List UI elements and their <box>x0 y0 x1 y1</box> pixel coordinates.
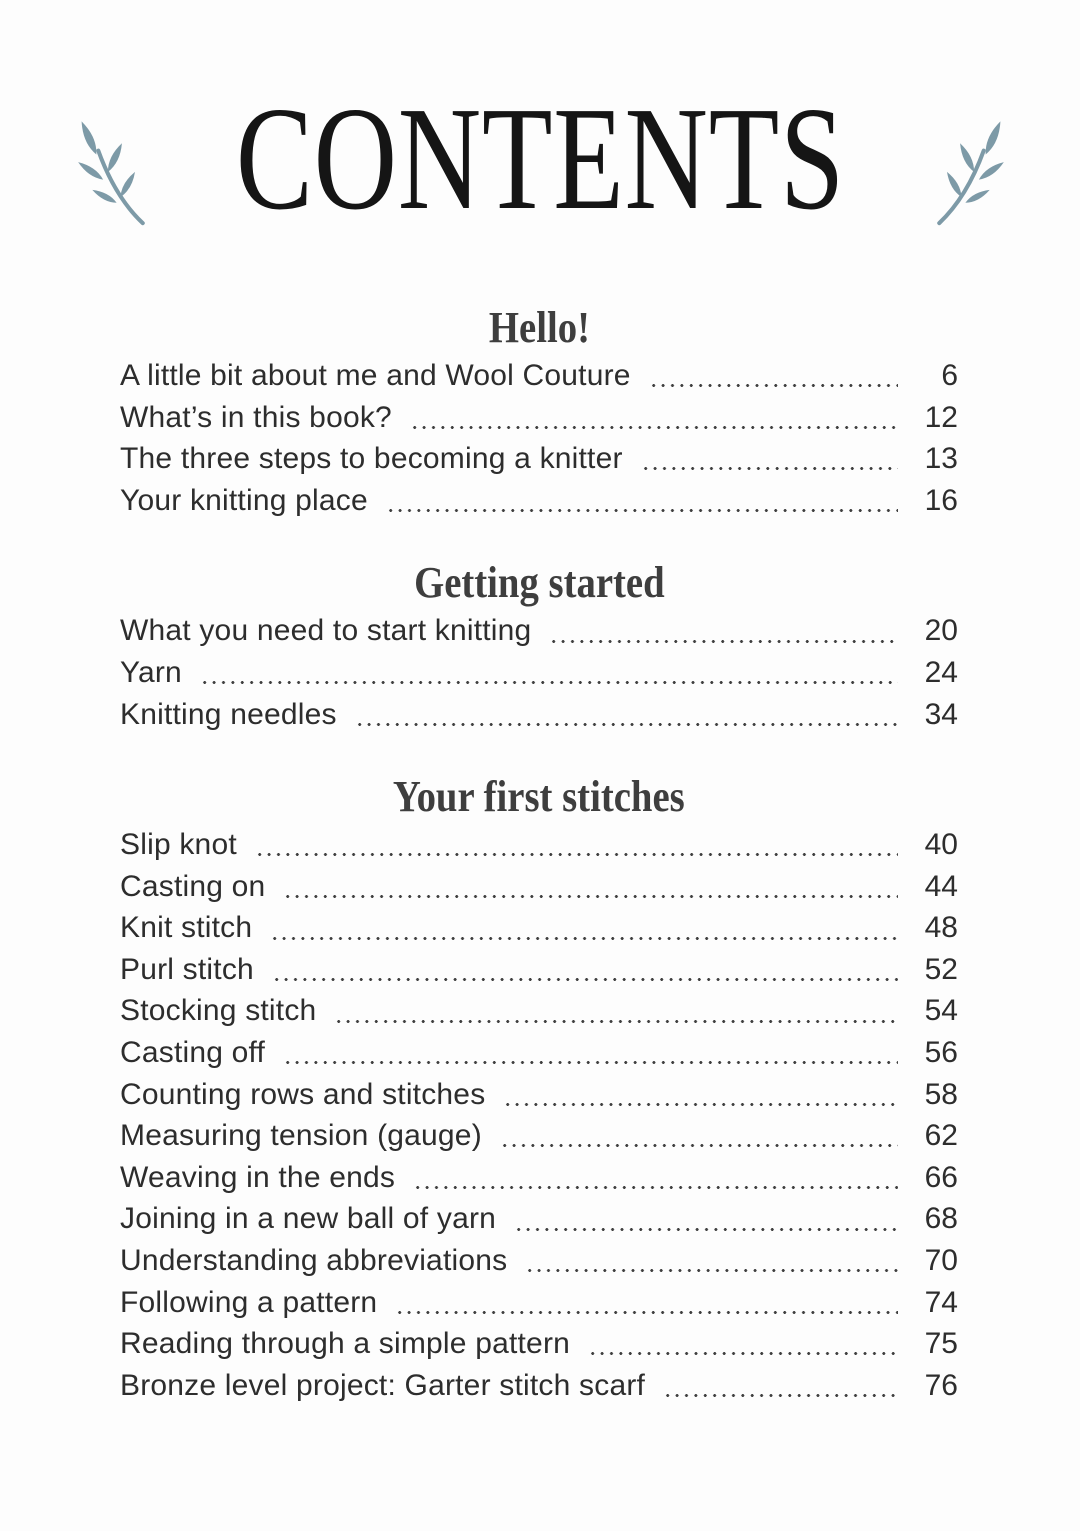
leaf-branch-icon <box>932 110 1020 226</box>
header <box>0 0 1080 241</box>
entry-label: What’s in this book? <box>120 400 392 434</box>
dotted-leader <box>503 1074 898 1116</box>
section-heading: Hello! <box>488 302 590 352</box>
entry-page-number: 56 <box>924 1036 958 1070</box>
entry-page-number: 13 <box>924 442 958 476</box>
toc-entry <box>120 694 958 736</box>
entry-page-number: 70 <box>924 1244 958 1278</box>
entry-page-number: 24 <box>924 655 958 689</box>
entry-page-number: 66 <box>924 1160 958 1194</box>
entry-page-number: 62 <box>924 1119 958 1153</box>
dotted-leader <box>413 1157 898 1199</box>
entry-label: Measuring tension (gauge) <box>120 1119 482 1153</box>
toc-entry <box>120 1365 958 1407</box>
entry-page-number: 76 <box>924 1368 958 1402</box>
dotted-leader <box>200 652 898 694</box>
toc-section <box>120 558 958 735</box>
toc-entry <box>120 1157 958 1199</box>
dotted-leader <box>395 1282 898 1324</box>
entry-label: Bronze level project: Garter stitch scarf <box>120 1368 646 1402</box>
entry-page-number: 75 <box>924 1327 958 1361</box>
entry-label: Following a pattern <box>120 1285 378 1319</box>
toc-entry <box>120 990 958 1032</box>
toc-entry <box>120 1323 958 1365</box>
toc-entry <box>120 652 958 694</box>
dotted-leader <box>334 990 898 1032</box>
dotted-leader <box>500 1115 898 1157</box>
entry-page-number: 34 <box>924 697 958 731</box>
entry-page-number: 20 <box>924 614 958 648</box>
dotted-leader <box>255 824 898 866</box>
dotted-leader <box>525 1240 898 1282</box>
dotted-leader <box>649 355 898 397</box>
toc-entry <box>120 480 958 522</box>
toc-entry <box>120 610 958 652</box>
leaf-branch-icon <box>62 110 150 226</box>
dotted-leader <box>386 480 898 522</box>
entry-page-number: 12 <box>924 400 958 434</box>
toc-entry <box>120 949 958 991</box>
dotted-leader <box>514 1198 898 1240</box>
dotted-leader <box>410 397 898 439</box>
entry-page-number: 54 <box>924 994 958 1028</box>
toc-section <box>120 772 958 1406</box>
toc-entry <box>120 866 958 908</box>
entry-label: Casting on <box>120 869 266 903</box>
entry-label: Casting off <box>120 1036 266 1070</box>
entry-label: Counting rows and stitches <box>120 1077 486 1111</box>
entry-label: Knit stitch <box>120 911 253 945</box>
section-heading-row <box>120 558 958 608</box>
dotted-leader <box>588 1323 898 1365</box>
entry-page-number: 52 <box>924 952 958 986</box>
entry-page-number: 44 <box>924 869 958 903</box>
toc-entry <box>120 1074 958 1116</box>
toc-entry <box>120 1032 958 1074</box>
toc-entry <box>120 397 958 439</box>
toc-entry <box>120 1240 958 1282</box>
dotted-leader <box>283 866 898 908</box>
dotted-leader <box>355 694 898 736</box>
entry-page-number: 74 <box>924 1285 958 1319</box>
dotted-leader <box>663 1365 898 1407</box>
section-heading: Getting started <box>413 558 665 608</box>
page-title: CONTENTS <box>235 77 845 241</box>
entry-page-number: 68 <box>924 1202 958 1236</box>
section-heading-row <box>120 772 958 822</box>
dotted-leader <box>283 1032 898 1074</box>
entry-label: Purl stitch <box>120 952 254 986</box>
section-heading: Your first stitches <box>393 772 685 822</box>
entry-page-number: 48 <box>924 911 958 945</box>
entry-label: Weaving in the ends <box>120 1160 396 1194</box>
dotted-leader <box>272 949 898 991</box>
section-heading-row <box>120 303 958 353</box>
toc-sections <box>120 303 958 1406</box>
entry-label: Your knitting place <box>120 483 368 517</box>
entry-label: Understanding abbreviations <box>120 1244 508 1278</box>
dotted-leader <box>549 610 898 652</box>
toc-section <box>120 303 958 521</box>
toc-entry <box>120 1115 958 1157</box>
entry-page-number: 16 <box>924 483 958 517</box>
entry-page-number: 58 <box>924 1077 958 1111</box>
toc-entry <box>120 1282 958 1324</box>
entry-label: The three steps to becoming a knitter <box>120 442 623 476</box>
dotted-leader <box>270 907 898 949</box>
entry-label: Yarn <box>120 655 182 689</box>
toc-entry <box>120 907 958 949</box>
entry-label: Stocking stitch <box>120 994 317 1028</box>
entry-page-number: 40 <box>924 828 958 862</box>
toc-entry <box>120 1198 958 1240</box>
entry-label: What you need to start knitting <box>120 614 532 648</box>
entry-label: A little bit about me and Wool Couture <box>120 358 631 392</box>
toc-entry <box>120 355 958 397</box>
entry-label: Joining in a new ball of yarn <box>120 1202 497 1236</box>
entry-label: Slip knot <box>120 828 237 862</box>
toc-entry <box>120 824 958 866</box>
entry-label: Reading through a simple pattern <box>120 1327 571 1361</box>
toc-entry <box>120 438 958 480</box>
entry-page-number: 6 <box>941 358 958 392</box>
dotted-leader <box>641 438 898 480</box>
entry-label: Knitting needles <box>120 697 337 731</box>
